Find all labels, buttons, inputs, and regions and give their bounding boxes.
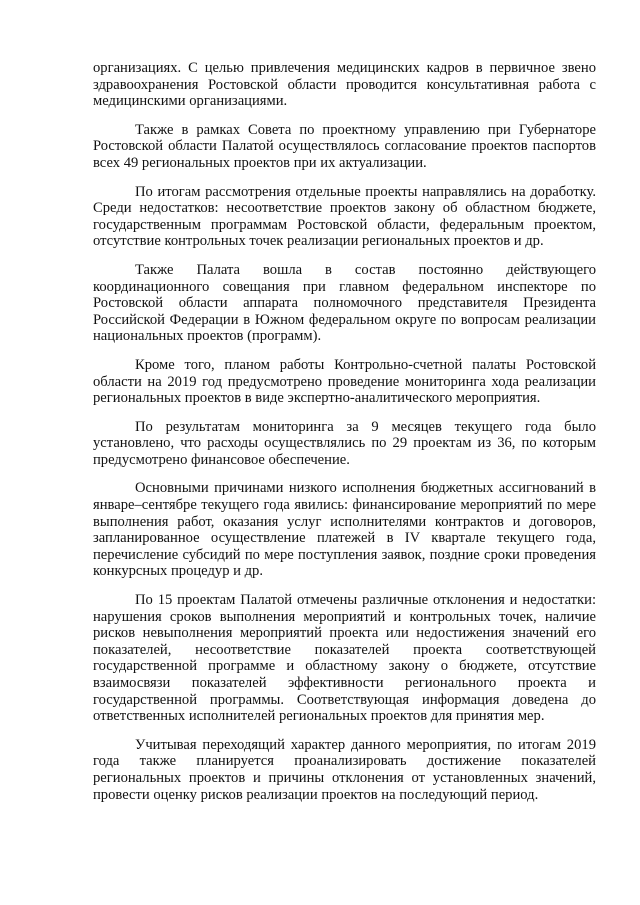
document-body	[93, 60, 596, 815]
paragraph-monitoring-results: По результатам мониторинга за 9 месяцев текущего года было установлено, что расходы осуществлялись по 29 проектам из 36, по которым предусмотрено финансовое обеспечение.	[93, 418, 596, 468]
paragraph-low-execution-reasons: Основными причинами низкого исполнения бюджетных ассигнований в январе–сентябре текущего года явились: финансирование мероприятий по мере выполнения работ, оказания услуг исполнителями контрактов и договоров, запланированное осуществление платежей в IV квартале текущего года, перечисление субсидий по мере поступления заявок, поздние сроки проведения конкурсных процедур и др.	[93, 480, 596, 580]
paragraph-2019-plans: Учитывая переходящий характер данного мероприятия, по итогам 2019 года также планируется проанализировать достижение показателей региональных проектов и причины отклонения от установленных значений, провести оценку рисков реализации проектов на последующий период.	[93, 736, 596, 803]
paragraph-deviations: По 15 проектам Палатой отмечены различные отклонения и недостатки: нарушения сроков выполнения мероприятий и контрольных точек, наличие рисков невыполнения мероприятий проекта или недостижения значений его показателей, несоответствие показателей проекта соответствующей государственной программе и областному закону о бюджете, отсутствие взаимосвязи показателей эффективности регионального проекта и государственной программы. Соответствующая информация доведена до ответственных исполнителей региональных проектов для принятия мер.	[93, 592, 596, 725]
paragraph-coordination-meeting: Также Палата вошла в состав постоянно действующего координационного совещания при главном федеральном инспекторе по Ростовской области аппарата полномочного представителя Президента Российской Федерации в Южном федеральном округе по вопросам реализации национальных проектов (программ).	[93, 261, 596, 345]
paragraph-project-council: Также в рамках Совета по проектному управлению при Губернаторе Ростовской области Палатой осуществлялось согласование проектов паспортов всех 49 региональных проектов при их актуализации.	[93, 121, 596, 171]
paragraph-revision-results: По итогам рассмотрения отдельные проекты направлялись на доработку. Среди недостатков: несоответствие проектов закону об областном бюджете, государственным программам Ростовской области, федеральным проектом, отсутствие контрольных точек реализации региональных проектов и др.	[93, 183, 596, 250]
paragraph-continuation: организациях. С целью привлечения медицинских кадров в первичное звено здравоохранения Ростовской области проводится консультативная работа с медицинскими организациями.	[93, 60, 596, 110]
paragraph-work-plan: Кроме того, планом работы Контрольно-счетной палаты Ростовской области на 2019 год предусмотрено проведение мониторинга хода реализации региональных проектов в виде экспертно-аналитического мероприятия.	[93, 356, 596, 407]
